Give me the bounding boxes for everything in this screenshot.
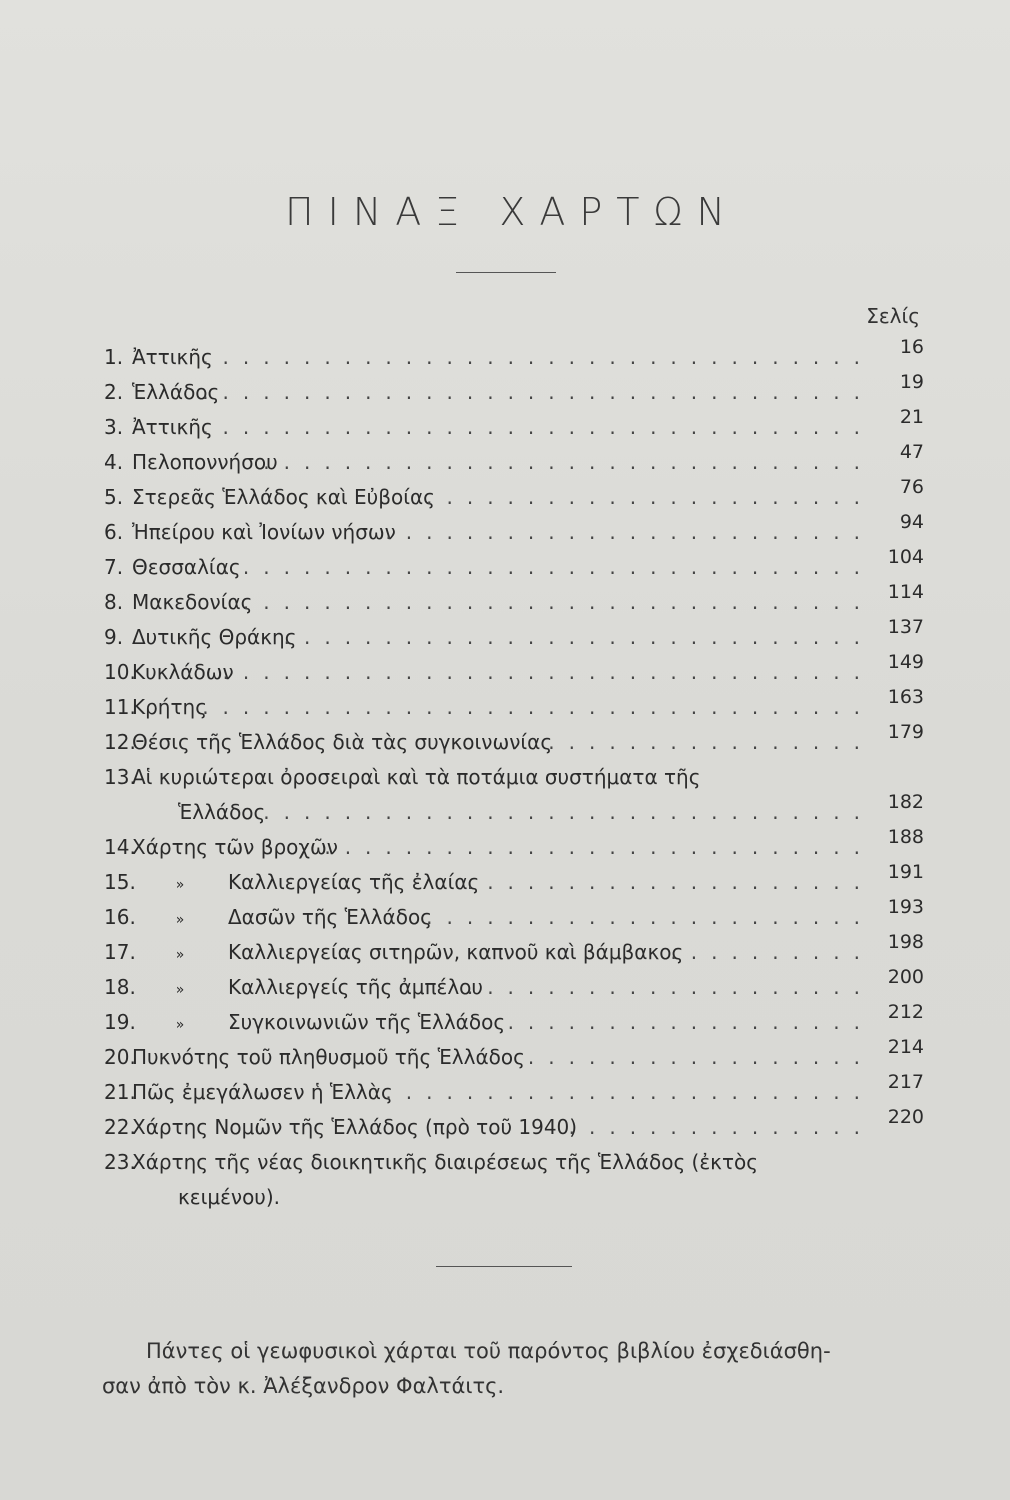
index-entry xyxy=(104,1071,924,1110)
index-entry xyxy=(104,336,924,375)
title-divider xyxy=(456,272,556,273)
entry-number: 2. xyxy=(104,380,124,404)
entry-title-text: Χάρτης Νομῶν τῆς Ἑλλάδος (πρὸ τοῦ 1940) xyxy=(132,1115,578,1139)
leader-dots: ............................... xyxy=(242,590,874,614)
entry-page-number: 200 xyxy=(887,966,924,988)
entry-number: 8. xyxy=(104,590,124,614)
leader-dots: ............... xyxy=(568,1115,874,1139)
entry-title-text: Καλλιεργείας τῆς ἐλαίας xyxy=(228,870,480,894)
entry-title xyxy=(132,830,338,865)
leader-dots: ................................. xyxy=(202,695,874,719)
index-entry xyxy=(104,1036,924,1075)
entry-page-number: 76 xyxy=(899,476,924,498)
entry-title-text: Μακεδονίας xyxy=(132,590,253,614)
leader-dots: ...................... xyxy=(426,485,874,509)
entry-page-number: 188 xyxy=(887,826,924,848)
ditto-mark: » xyxy=(175,877,185,893)
leader-dots: .............................. xyxy=(263,800,874,824)
index-entry xyxy=(104,441,924,480)
entry-number: 11. xyxy=(104,695,136,719)
index-entry xyxy=(104,1145,924,1180)
entry-title-text: Κυκλάδων xyxy=(132,660,234,684)
entry-page-number: 137 xyxy=(887,616,924,638)
entry-title-text: Αἱ κυριώτεραι ὀροσειραὶ καὶ τὰ ποτάμια συστήματα τῆς xyxy=(132,765,701,789)
index-entry-continuation xyxy=(104,1180,924,1215)
entry-title xyxy=(132,445,278,480)
entry-title-text: Πυκνότης τοῦ πληθυσμοῦ τῆς Ἑλλάδος xyxy=(132,1045,525,1069)
entry-title xyxy=(132,655,234,690)
entry-number: 23. xyxy=(104,1150,136,1174)
entry-title xyxy=(132,410,213,445)
entry-title-text: Δασῶν τῆς Ἑλλάδος xyxy=(228,905,432,929)
entry-title-text: Ἀττικῆς xyxy=(132,345,213,369)
entry-page-number: 94 xyxy=(899,511,924,533)
map-index-list xyxy=(104,336,924,1215)
entry-title-text: Κρήτης xyxy=(132,695,207,719)
entry-title xyxy=(132,900,432,938)
index-entry xyxy=(104,616,924,655)
leader-dots: ................. xyxy=(527,1045,874,1069)
entry-title xyxy=(132,1040,525,1075)
index-entry xyxy=(104,651,924,690)
entry-title xyxy=(132,515,396,550)
entry-title-continuation: κειμένου). xyxy=(178,1185,281,1209)
index-entry xyxy=(104,686,924,725)
entry-page-number: 16 xyxy=(899,336,924,358)
entry-title-text: Καλλιεργείας σιτηρῶν, καπνοῦ καὶ βάμβακος xyxy=(228,940,684,964)
entry-page-number: 217 xyxy=(887,1071,924,1093)
entry-number: 1. xyxy=(104,345,124,369)
leader-dots: ...................... xyxy=(426,905,874,929)
entry-page-number: 182 xyxy=(887,791,924,813)
entry-page-number: 114 xyxy=(887,581,924,603)
index-entry xyxy=(104,1001,924,1040)
leader-dots: .................... xyxy=(466,870,874,894)
index-entry xyxy=(104,511,924,550)
entry-number: 17. xyxy=(104,940,136,964)
entry-title xyxy=(132,1005,505,1043)
entry-number: 14. xyxy=(104,835,136,859)
index-entry xyxy=(104,581,924,620)
entry-page-number: 149 xyxy=(887,651,924,673)
leader-dots: ................................ xyxy=(222,555,874,579)
entry-number: 10. xyxy=(104,660,136,684)
entry-title-text: Δυτικῆς Θράκης xyxy=(132,625,297,649)
index-entry xyxy=(104,1106,924,1145)
leader-dots: .......... xyxy=(670,940,874,964)
entry-title xyxy=(132,340,213,375)
entry-title xyxy=(132,1110,577,1145)
entry-number: 22. xyxy=(104,1115,136,1139)
entry-title-text: Θέσις τῆς Ἑλλάδος διὰ τὰς συγκοινωνίας xyxy=(132,730,553,754)
ditto-mark: » xyxy=(175,982,185,998)
leader-dots: ................................. xyxy=(202,345,874,369)
entry-page-number: 104 xyxy=(887,546,924,568)
entry-number: 12. xyxy=(104,730,136,754)
entry-title-text: Πῶς ἐμεγάλωσεν ἡ Ἑλλὰς xyxy=(132,1080,393,1104)
entry-number: 5. xyxy=(104,485,124,509)
leader-dots: ........................... xyxy=(324,835,874,859)
entry-title xyxy=(132,620,296,655)
entry-page-number: 220 xyxy=(887,1106,924,1128)
entry-number: 21. xyxy=(104,1080,136,1104)
entry-title xyxy=(132,690,207,725)
leader-dots: ................................ xyxy=(222,660,874,684)
entry-page-number: 47 xyxy=(899,441,924,463)
entry-title xyxy=(132,935,683,973)
footer-divider xyxy=(436,1266,572,1267)
entry-number: 3. xyxy=(104,415,124,439)
index-entry xyxy=(104,371,924,410)
leader-dots: ................................. xyxy=(202,380,874,404)
entry-title-text: Χάρτης τῶν βροχῶν xyxy=(132,835,338,859)
entry-title xyxy=(132,760,700,795)
index-entry xyxy=(104,931,924,970)
entry-title xyxy=(132,480,435,515)
leader-dots: ................................. xyxy=(202,415,874,439)
entry-title xyxy=(132,585,252,620)
entry-title xyxy=(132,865,479,903)
entry-number: 9. xyxy=(104,625,124,649)
entry-page-number: 214 xyxy=(887,1036,924,1058)
entry-page-number: 193 xyxy=(887,896,924,918)
entry-number: 18. xyxy=(104,975,136,999)
entry-number: 4. xyxy=(104,450,124,474)
index-entry xyxy=(104,406,924,445)
entry-title-text: Καλλιεργείς τῆς ἀμπέλου xyxy=(228,975,483,999)
entry-title-text: Χάρτης τῆς νέας διοικητικῆς διαιρέσεως τῆς Ἑλλάδος (ἐκτὸς xyxy=(132,1150,758,1174)
entry-number: 15. xyxy=(104,870,136,894)
entry-title-text: Ἀττικῆς xyxy=(132,415,213,439)
entry-title-text: Θεσσαλίας xyxy=(132,555,241,579)
index-entry xyxy=(104,966,924,1005)
index-entry xyxy=(104,721,924,760)
entry-number: 6. xyxy=(104,520,124,544)
entry-page-number: 179 xyxy=(887,721,924,743)
leader-dots: ................ xyxy=(548,730,874,754)
entry-title-continuation: Ἑλλάδος xyxy=(178,800,266,824)
entry-number: 19. xyxy=(104,1010,136,1034)
credit-note xyxy=(102,1334,932,1404)
leader-dots: ........................ xyxy=(385,520,874,544)
index-entry xyxy=(104,476,924,515)
leader-dots: ............................. xyxy=(283,625,874,649)
ditto-mark: » xyxy=(175,912,185,928)
ditto-mark: » xyxy=(175,947,185,963)
leader-dots: .................. xyxy=(507,1010,874,1034)
credit-note-line-2: σαν ἀπὸ τὸν κ. Ἀλέξανδρον Φαλτάιτς. xyxy=(102,1374,505,1398)
leader-dots: ........................ xyxy=(385,1080,874,1104)
index-entry xyxy=(104,861,924,900)
leader-dots: .................... xyxy=(466,975,874,999)
entry-title xyxy=(132,725,552,760)
entry-page-number: 191 xyxy=(887,861,924,883)
entry-page-number: 163 xyxy=(887,686,924,708)
entry-number: 13. xyxy=(104,765,136,789)
entry-page-number: 19 xyxy=(899,371,924,393)
entry-number: 7. xyxy=(104,555,124,579)
entry-title-text: Ἑλλάδος xyxy=(132,380,220,404)
entry-title-text: Πελοποννήσου xyxy=(132,450,278,474)
entry-title xyxy=(132,970,483,1008)
entry-title-text: Στερεᾶς Ἑλλάδος καὶ Εὐβοίας xyxy=(132,485,435,509)
entry-page-number: 198 xyxy=(887,931,924,953)
index-entry xyxy=(104,760,924,795)
entry-title xyxy=(132,1145,758,1180)
ditto-mark: » xyxy=(175,1017,185,1033)
index-entry-continuation xyxy=(104,791,924,830)
credit-note-line-1: Πάντες οἱ γεωφυσικοὶ χάρται τοῦ παρόντος βιβλίου ἐσχεδιάσθη- xyxy=(146,1339,831,1363)
index-entry xyxy=(104,546,924,585)
entry-title xyxy=(132,1075,393,1110)
index-entry xyxy=(104,826,924,865)
entry-number: 16. xyxy=(104,905,136,929)
entry-number: 20. xyxy=(104,1045,136,1069)
leader-dots: .............................. xyxy=(263,450,874,474)
entry-title-text: Συγκοινωνιῶν τῆς Ἑλλάδος xyxy=(228,1010,506,1034)
entry-page-number: 212 xyxy=(887,1001,924,1023)
page-title: ΠΙΝΑΞ ΧΑΡΤΩΝ xyxy=(285,190,739,234)
index-entry xyxy=(104,896,924,935)
entry-title-text: Ἠπείρου καὶ Ἰονίων νήσων xyxy=(132,520,396,544)
entry-page-number: 21 xyxy=(899,406,924,428)
page-column-header: Σελίς xyxy=(866,304,920,328)
